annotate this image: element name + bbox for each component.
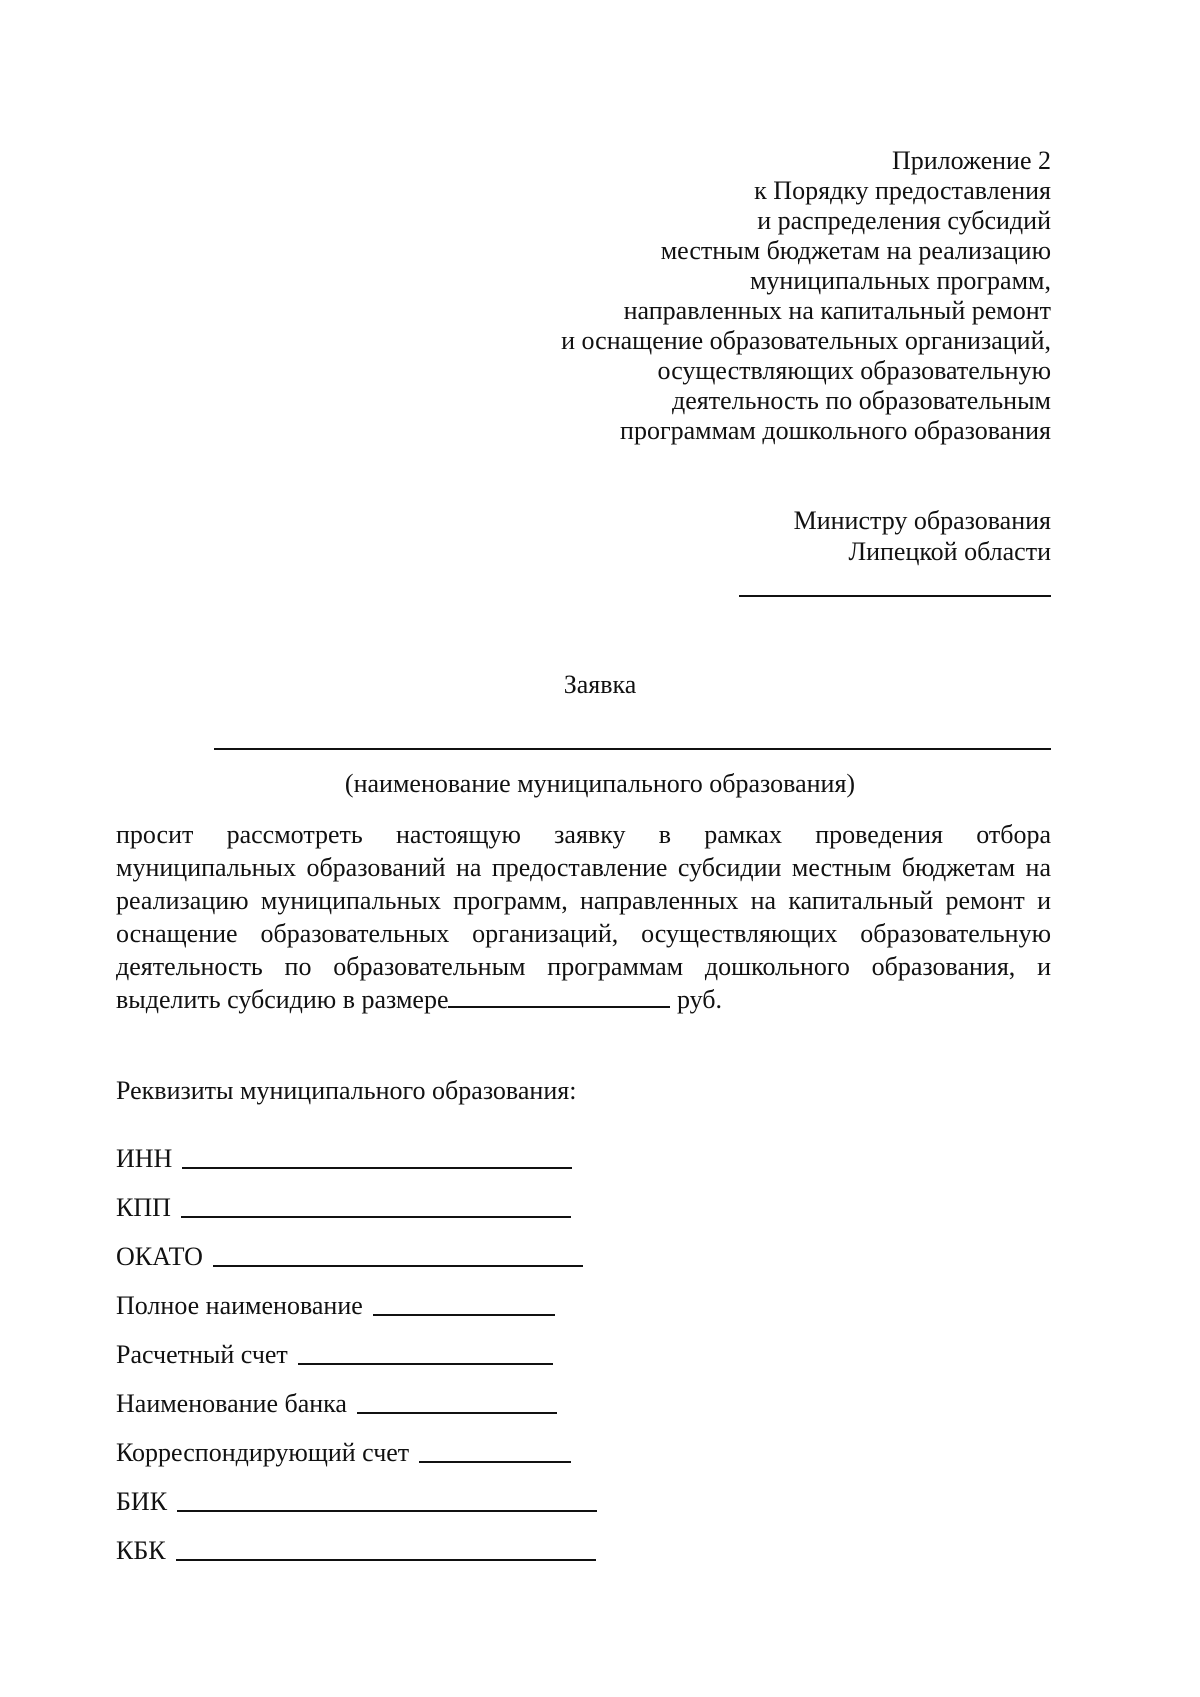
appendix-line: деятельность по образовательным bbox=[672, 386, 1051, 415]
addressee-block bbox=[411, 505, 1051, 604]
addressee-line-1: Министру образования bbox=[793, 506, 1051, 535]
document-title: Заявка bbox=[563, 670, 637, 699]
kbk-blank[interactable] bbox=[176, 1535, 596, 1561]
paragraph-line: оснащение образовательных организаций, осуществляющих образовательную bbox=[116, 919, 1051, 948]
requisite-bank-name bbox=[116, 1370, 597, 1419]
okato-blank[interactable] bbox=[213, 1241, 583, 1267]
appendix-line: муниципальных программ, bbox=[749, 266, 1051, 295]
requisite-label: Расчетный счет bbox=[116, 1340, 288, 1369]
requisite-label: ОКАТО bbox=[116, 1242, 203, 1271]
kpp-blank[interactable] bbox=[181, 1192, 571, 1218]
addressee-name-blank[interactable] bbox=[739, 569, 1051, 597]
paragraph-line: реализацию муниципальных программ, направленных на капитальный ремонт и bbox=[116, 886, 1051, 915]
requisite-label: БИК bbox=[116, 1487, 168, 1516]
bank-name-blank[interactable] bbox=[357, 1388, 557, 1414]
currency-label: руб. bbox=[670, 985, 723, 1014]
requisite-bik bbox=[116, 1468, 597, 1517]
subsidy-amount-blank[interactable] bbox=[448, 984, 670, 1008]
requisites-list bbox=[116, 1125, 597, 1566]
municipality-caption: (наименование муниципального образования) bbox=[344, 769, 856, 798]
requisite-label: КБК bbox=[116, 1536, 166, 1565]
appendix-line: к Порядку предоставления bbox=[754, 176, 1051, 205]
appendix-line: осуществляющих образовательную bbox=[657, 356, 1051, 385]
requisite-label: Корреспондирующий счет bbox=[116, 1438, 410, 1467]
requisite-label: Полное наименование bbox=[116, 1291, 363, 1320]
requisite-inn bbox=[116, 1125, 597, 1174]
requisite-corr-account bbox=[116, 1419, 597, 1468]
requisite-label: КПП bbox=[116, 1193, 171, 1222]
request-paragraph bbox=[116, 818, 1051, 1016]
requisite-kpp bbox=[116, 1174, 597, 1223]
requisite-full-name bbox=[116, 1272, 597, 1321]
bik-blank[interactable] bbox=[177, 1486, 597, 1512]
corr-account-blank[interactable] bbox=[419, 1437, 571, 1463]
subsidy-amount-label: выделить субсидию в размере bbox=[116, 985, 449, 1014]
requisite-label: ИНН bbox=[116, 1144, 173, 1173]
paragraph-line: просит рассмотреть настоящую заявку в рамках проведения отбора bbox=[116, 820, 1051, 849]
requisite-kbk bbox=[116, 1517, 597, 1566]
account-blank[interactable] bbox=[298, 1339, 553, 1365]
appendix-line: программам дошкольного образования bbox=[620, 416, 1051, 445]
requisite-account bbox=[116, 1321, 597, 1370]
appendix-line: и распределения субсидий bbox=[757, 206, 1051, 235]
appendix-line: Приложение 2 bbox=[891, 146, 1051, 175]
appendix-line: и оснащение образовательных организаций, bbox=[561, 326, 1051, 355]
appendix-line: местным бюджетам на реализацию bbox=[660, 236, 1051, 265]
municipality-name-blank[interactable] bbox=[214, 748, 1051, 750]
paragraph-line: муниципальных образований на предоставление субсидии местным бюджетам на bbox=[116, 853, 1051, 882]
requisite-okato bbox=[116, 1223, 597, 1272]
requisite-label: Наименование банка bbox=[116, 1389, 347, 1418]
requisites-header: Реквизиты муниципального образования: bbox=[116, 1076, 577, 1105]
paragraph-line: деятельность по образовательным программам дошкольного образования, и bbox=[116, 952, 1051, 981]
paragraph-last-line bbox=[116, 983, 1051, 1016]
appendix-line: направленных на капитальный ремонт bbox=[623, 296, 1051, 325]
inn-blank[interactable] bbox=[182, 1143, 572, 1169]
full-name-blank[interactable] bbox=[373, 1290, 555, 1316]
addressee-line-2: Липецкой области bbox=[848, 537, 1051, 566]
appendix-header bbox=[411, 146, 1051, 446]
